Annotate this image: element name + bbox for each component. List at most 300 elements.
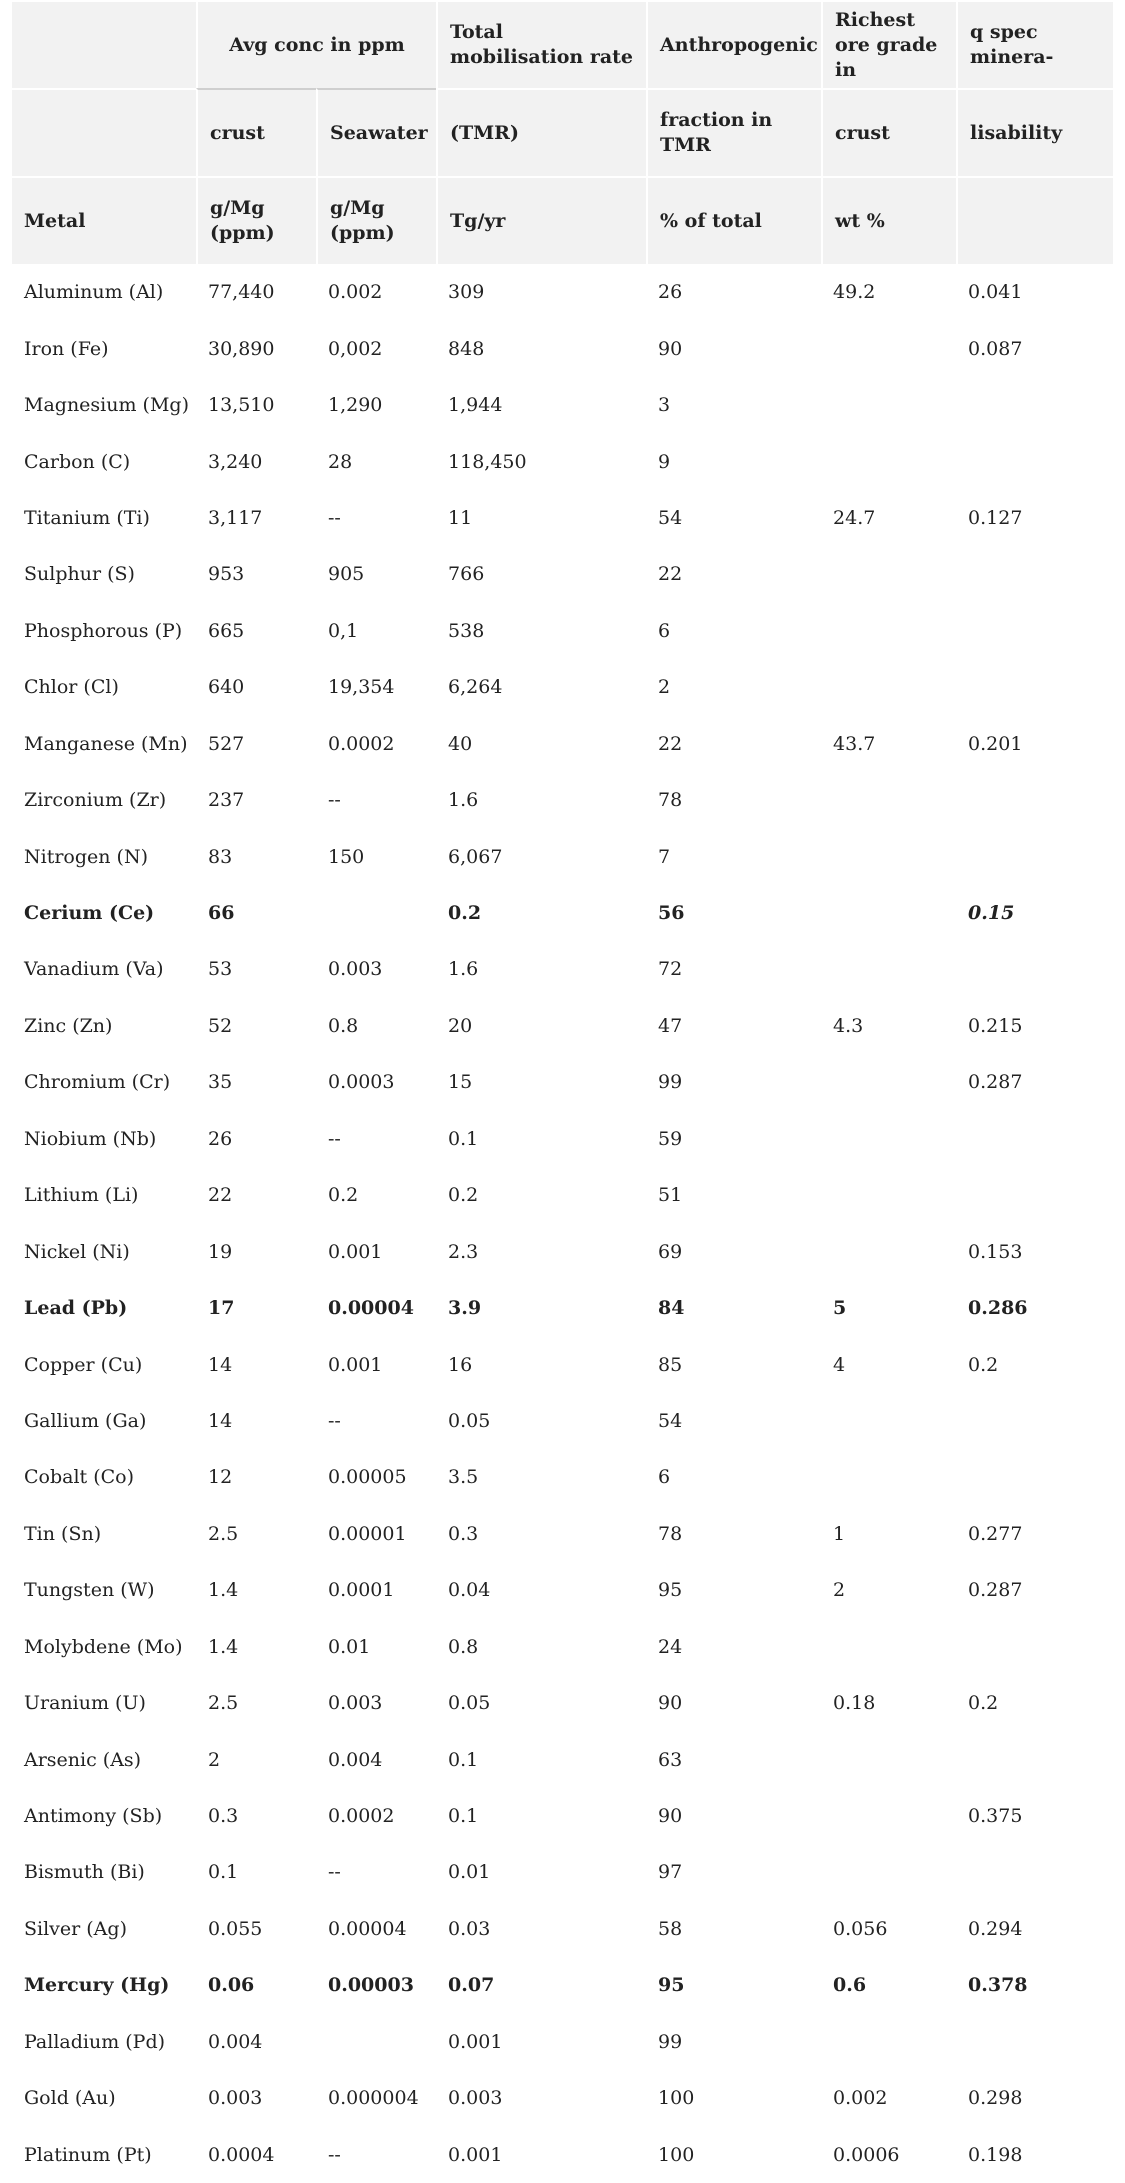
header-richest-ore: Richest ore grade in [821,2,956,88]
table-row [12,1223,1113,1279]
metal-cell: Iron (Fe) [24,337,109,360]
table-row [12,941,1113,997]
crust-cell: 14 [208,1409,233,1432]
q-spec-cell: 0.2 [968,1353,999,1376]
tmr-cell: 3.5 [448,1466,479,1489]
q-spec-cell: 0.298 [968,2087,1023,2110]
anthropogenic-cell: 22 [658,732,683,755]
metal-cell: Uranium (U) [24,1692,146,1715]
seawater-cell: 28 [328,450,353,473]
seawater-cell: 19,354 [328,676,395,699]
ore-grade-cell [821,1393,956,1449]
tmr-cell: 3.9 [448,1297,482,1320]
metal-cell: Chromium (Cr) [24,1071,171,1094]
header-tmr-unit: Tg/yr [436,176,646,264]
crust-cell: 237 [208,789,245,812]
ore-grade-cell: 4.3 [833,1014,864,1037]
q-spec-cell: 0.087 [968,337,1023,360]
table-row [12,2014,1113,2070]
metal-cell: Copper (Cu) [24,1353,143,1376]
table-row [12,1901,1113,1957]
table-body [12,264,1113,2183]
tmr-cell: 1.6 [448,958,479,981]
crust-cell: 1.4 [208,1579,239,1602]
seawater-cell: -- [328,1861,341,1884]
q-spec-cell [956,828,1113,884]
metal-cell: Tin (Sn) [24,1522,102,1545]
crust-cell: 2 [208,1748,221,1771]
tmr-cell: 1,944 [448,394,503,417]
anthropogenic-cell: 95 [658,1974,685,1997]
crust-cell: 3,240 [208,450,263,473]
crust-cell: 12 [208,1466,233,1489]
seawater-cell: 0.00001 [328,1522,407,1545]
ore-grade-cell [821,377,956,433]
q-spec-cell: 0.215 [968,1014,1023,1037]
table-row [12,264,1113,320]
ore-grade-cell: 24.7 [833,506,876,529]
metals-table-container [12,2,1113,2183]
crust-cell: 0.0004 [208,2143,275,2166]
anthropogenic-cell: 100 [658,2143,695,2166]
table-row [12,1731,1113,1787]
table-row [12,1562,1113,1618]
header-q-spec: q spec minera- [956,2,1113,88]
metal-cell: Niobium (Nb) [24,1127,157,1150]
q-spec-cell [956,1111,1113,1167]
tmr-cell: 0.003 [448,2087,503,2110]
crust-cell: 13,510 [208,394,275,417]
seawater-cell: 0.004 [328,1748,383,1771]
tmr-cell: 16 [448,1353,473,1376]
header-sea-unit: g/Mg (ppm) [316,176,436,264]
anthropogenic-cell: 90 [658,1805,683,1828]
crust-cell: 19 [208,1240,233,1263]
metal-cell: Zinc (Zn) [24,1014,113,1037]
tmr-cell: 20 [448,1014,473,1037]
tmr-cell: 0.3 [448,1522,479,1545]
q-spec-cell: 0.375 [968,1805,1023,1828]
tmr-cell: 0.01 [448,1861,491,1884]
anthropogenic-cell: 84 [658,1297,685,1320]
ore-grade-cell: 49.2 [833,281,876,304]
ore-grade-cell [821,1223,956,1279]
ore-grade-cell [821,1054,956,1110]
anthropogenic-cell: 99 [658,2030,683,2053]
metal-cell: Phosphorous (P) [24,619,183,642]
metal-cell: Mercury (Hg) [24,1974,170,1997]
table-row [12,1675,1113,1731]
ore-grade-cell [821,1449,956,1505]
tmr-cell: 0.001 [448,2030,503,2053]
metals-table [12,2,1113,2183]
header-avg-conc-label: Avg conc in ppm [229,33,405,56]
table-row [12,772,1113,828]
q-spec-cell [956,772,1113,828]
table-row [12,1506,1113,1562]
table-row [12,433,1113,489]
seawater-cell: -- [328,2143,341,2166]
seawater-cell: -- [328,789,341,812]
metal-cell: Titanium (Ti) [24,506,150,529]
table-row [12,1957,1113,2013]
seawater-cell: 905 [328,563,365,586]
ore-grade-cell: 0.056 [833,1917,888,1940]
q-spec-cell: 0.287 [968,1071,1023,1094]
anthropogenic-cell: 6 [658,1466,671,1489]
table-row [12,377,1113,433]
table-row [12,1054,1113,1110]
seawater-cell: 0.001 [328,1353,383,1376]
metal-cell: Carbon (C) [24,450,131,473]
tmr-cell: 0.1 [448,1805,479,1828]
seawater-cell: 0.0002 [328,732,395,755]
tmr-cell: 0.2 [448,1184,479,1207]
table-row [12,998,1113,1054]
metal-cell: Sulphur (S) [24,563,135,586]
q-spec-cell [956,433,1113,489]
metal-cell: Aluminum (Al) [24,281,164,304]
q-spec-cell: 0.153 [968,1240,1023,1263]
crust-cell: 2.5 [208,1692,239,1715]
crust-cell: 0.003 [208,2087,263,2110]
ore-grade-cell: 1 [833,1522,846,1545]
ore-grade-cell [821,2014,956,2070]
table-header [12,2,1113,264]
metal-cell: Gallium (Ga) [24,1409,147,1432]
tmr-cell: 0.07 [448,1974,495,1997]
table-row [12,490,1113,546]
tmr-cell: 309 [448,281,485,304]
anthropogenic-cell: 95 [658,1579,683,1602]
ore-grade-cell: 4 [833,1353,846,1376]
ore-grade-cell: 0.6 [833,1974,867,1997]
q-spec-cell: 0.198 [968,2143,1023,2166]
table-row [12,659,1113,715]
crust-cell: 527 [208,732,245,755]
anthropogenic-cell: 58 [658,1917,683,1940]
q-spec-cell: 0.378 [968,1974,1028,1997]
q-spec-cell [956,659,1113,715]
header-crust-2: crust [821,88,956,176]
table-row [12,603,1113,659]
ore-grade-cell [821,659,956,715]
q-spec-cell: 0.127 [968,506,1023,529]
anthropogenic-cell: 100 [658,2087,695,2110]
seawater-cell: 0.0001 [328,1579,395,1602]
seawater-cell: 0.0003 [328,1071,395,1094]
seawater-cell: 1,290 [328,394,383,417]
crust-cell: 2.5 [208,1522,239,1545]
header-lisability: lisability [956,88,1113,176]
anthropogenic-cell: 63 [658,1748,683,1771]
header-q-unit [956,176,1113,264]
seawater-cell: 0.00004 [328,1297,414,1320]
anthropogenic-cell: 78 [658,1522,683,1545]
seawater-cell: 0.00004 [328,1917,407,1940]
metal-cell: Platinum (Pt) [24,2143,152,2166]
anthropogenic-cell: 78 [658,789,683,812]
header-row-2 [12,88,1113,176]
seawater-cell: 0.0002 [328,1805,395,1828]
table-row [12,546,1113,602]
metal-cell: Bismuth (Bi) [24,1861,145,1884]
anthropogenic-cell: 59 [658,1127,683,1150]
crust-cell: 0.004 [208,2030,263,2053]
header-crust: crust [196,88,316,176]
ore-grade-cell [821,1619,956,1675]
table-row [12,320,1113,376]
metal-cell: Gold (Au) [24,2087,116,2110]
anthropogenic-cell: 2 [658,676,671,699]
table-row [12,1280,1113,1336]
ore-grade-cell: 5 [833,1297,847,1320]
seawater-cell: -- [328,1127,341,1150]
ore-grade-cell [821,772,956,828]
tmr-cell: 2.3 [448,1240,479,1263]
table-row [12,2070,1113,2126]
crust-cell: 83 [208,845,233,868]
metal-cell: Lithium (Li) [24,1184,139,1207]
crust-cell: 35 [208,1071,233,1094]
anthropogenic-cell: 90 [658,337,683,360]
q-spec-cell: 0.201 [968,732,1023,755]
anthropogenic-cell: 56 [658,902,685,925]
crust-cell: 1.4 [208,1635,239,1658]
header-row-1 [12,2,1113,88]
metal-cell: Tungsten (W) [24,1579,155,1602]
seawater-cell: 0.00003 [328,1974,414,1997]
table-row [12,1449,1113,1505]
tmr-cell: 0.04 [448,1579,491,1602]
header-metal: Metal [12,176,196,264]
q-spec-cell: 0.294 [968,1917,1023,1940]
header-crust-unit: g/Mg (ppm) [196,176,316,264]
q-spec-cell: 0.041 [968,281,1023,304]
metal-cell: Manganese (Mn) [24,732,188,755]
q-spec-cell: 0.287 [968,1579,1023,1602]
ore-grade-cell [821,1111,956,1167]
tmr-cell: 15 [448,1071,473,1094]
anthropogenic-cell: 54 [658,1409,683,1432]
q-spec-cell: 0.2 [968,1692,999,1715]
ore-grade-cell [821,1788,956,1844]
anthropogenic-cell: 47 [658,1014,683,1037]
q-spec-cell [956,603,1113,659]
header-fraction: fraction in TMR [646,88,821,176]
anthropogenic-cell: 90 [658,1692,683,1715]
crust-cell: 17 [208,1297,235,1320]
anthropogenic-cell: 9 [658,450,671,473]
anthropogenic-cell: 51 [658,1184,683,1207]
crust-cell: 22 [208,1184,233,1207]
crust-cell: 0.055 [208,1917,263,1940]
ore-grade-cell: 0.002 [833,2087,888,2110]
seawater-cell: 0.003 [328,958,383,981]
q-spec-cell [956,1449,1113,1505]
ore-grade-cell [821,433,956,489]
crust-cell: 0.3 [208,1805,239,1828]
metal-cell: Vanadium (Va) [24,958,164,981]
metal-cell: Nitrogen (N) [24,845,148,868]
anthropogenic-cell: 24 [658,1635,683,1658]
q-spec-cell [956,377,1113,433]
tmr-cell: 40 [448,732,473,755]
tmr-cell: 6,067 [448,845,503,868]
ore-grade-cell [821,885,956,941]
table-row [12,1844,1113,1900]
header-pct: % of total [646,176,821,264]
q-spec-cell [956,1167,1113,1223]
anthropogenic-cell: 97 [658,1861,683,1884]
ore-grade-cell [821,941,956,997]
table-row [12,1393,1113,1449]
ore-grade-cell [821,1844,956,1900]
seawater-cell [316,2014,436,2070]
seawater-cell: 0.000004 [328,2087,419,2110]
tmr-cell: 848 [448,337,485,360]
anthropogenic-cell: 85 [658,1353,683,1376]
table-row [12,1167,1113,1223]
metal-cell: Zirconium (Zr) [24,789,167,812]
anthropogenic-cell: 7 [658,845,671,868]
metal-cell: Lead (Pb) [24,1297,128,1320]
metal-cell: Silver (Ag) [24,1917,127,1940]
crust-cell: 14 [208,1353,233,1376]
seawater-cell: 0,002 [328,337,383,360]
q-spec-cell [956,1731,1113,1787]
table-row [12,885,1113,941]
anthropogenic-cell: 69 [658,1240,683,1263]
q-spec-cell [956,1844,1113,1900]
seawater-cell: -- [328,1409,341,1432]
seawater-cell: -- [328,506,341,529]
ore-grade-cell: 43.7 [833,732,876,755]
seawater-cell: 0.00005 [328,1466,407,1489]
q-spec-cell [956,1619,1113,1675]
anthropogenic-cell: 26 [658,281,683,304]
seawater-cell: 0.001 [328,1240,383,1263]
metal-cell: Magnesium (Mg) [24,394,189,417]
metal-cell: Molybdene (Mo) [24,1635,183,1658]
tmr-cell: 11 [448,506,473,529]
anthropogenic-cell: 3 [658,394,671,417]
anthropogenic-cell: 22 [658,563,683,586]
crust-cell: 53 [208,958,233,981]
anthropogenic-cell: 6 [658,619,671,642]
ore-grade-cell [821,546,956,602]
seawater-cell: 0.003 [328,1692,383,1715]
header-avg-conc [196,2,436,88]
seawater-cell: 0.8 [328,1014,359,1037]
crust-cell: 52 [208,1014,233,1037]
table-row [12,1336,1113,1392]
table-row [12,1788,1113,1844]
header-tmr-abbr: (TMR) [436,88,646,176]
tmr-cell: 0.8 [448,1635,479,1658]
q-spec-cell: 0.286 [968,1297,1028,1320]
tmr-cell: 538 [448,619,485,642]
header-wt: wt % [821,176,956,264]
seawater-cell: 0,1 [328,619,359,642]
tmr-cell: 0.05 [448,1692,491,1715]
tmr-cell: 0.05 [448,1409,491,1432]
crust-cell: 0.06 [208,1974,255,1997]
crust-cell: 30,890 [208,337,275,360]
ore-grade-cell: 0.18 [833,1692,876,1715]
crust-cell: 953 [208,563,245,586]
ore-grade-cell [821,1731,956,1787]
ore-grade-cell: 2 [833,1579,846,1602]
metal-cell: Nickel (Ni) [24,1240,130,1263]
seawater-cell: 0.002 [328,281,383,304]
metal-cell: Palladium (Pd) [24,2030,166,2053]
metal-cell: Arsenic (As) [24,1748,142,1771]
header-row-3 [12,176,1113,264]
q-spec-cell [956,546,1113,602]
table-row [12,1111,1113,1167]
ore-grade-cell [821,320,956,376]
anthropogenic-cell: 54 [658,506,683,529]
tmr-cell: 0.03 [448,1917,491,1940]
crust-cell: 77,440 [208,281,275,304]
q-spec-cell: 0.277 [968,1522,1023,1545]
ore-grade-cell [821,603,956,659]
q-spec-cell [956,2014,1113,2070]
ore-grade-cell [821,828,956,884]
crust-cell: 3,117 [208,506,263,529]
table-row [12,828,1113,884]
tmr-cell: 1.6 [448,789,479,812]
table-row [12,2126,1113,2182]
tmr-cell: 6,264 [448,676,503,699]
tmr-cell: 0.1 [448,1127,479,1150]
seawater-cell [316,885,436,941]
header-tmr: Total mobilisation rate [436,2,646,88]
seawater-cell: 0.2 [328,1184,359,1207]
tmr-cell: 0.2 [448,902,482,925]
tmr-cell: 118,450 [448,450,527,473]
table-row [12,716,1113,772]
metal-cell: Cobalt (Co) [24,1466,135,1489]
crust-cell: 665 [208,619,245,642]
header-anthropogenic: Anthropogenic [646,2,821,88]
ore-grade-cell: 0.0006 [833,2143,900,2166]
q-spec-cell: 0.15 [968,902,1015,925]
crust-cell: 66 [208,902,235,925]
metal-cell: Chlor (Cl) [24,676,119,699]
header-empty-cell [12,2,196,88]
crust-cell: 0.1 [208,1861,239,1884]
anthropogenic-cell: 99 [658,1071,683,1094]
seawater-cell: 0.01 [328,1635,371,1658]
crust-cell: 26 [208,1127,233,1150]
seawater-cell: 150 [328,845,365,868]
tmr-cell: 0.1 [448,1748,479,1771]
metal-cell: Cerium (Ce) [24,902,155,925]
anthropogenic-cell: 72 [658,958,683,981]
metal-cell: Antimony (Sb) [24,1805,163,1828]
crust-cell: 640 [208,676,245,699]
header-seawater: Seawater [316,88,436,176]
tmr-cell: 0.001 [448,2143,503,2166]
ore-grade-cell [821,1167,956,1223]
header-empty-cell-2 [12,88,196,176]
tmr-cell: 766 [448,563,485,586]
q-spec-cell [956,941,1113,997]
q-spec-cell [956,1393,1113,1449]
table-row [12,1619,1113,1675]
